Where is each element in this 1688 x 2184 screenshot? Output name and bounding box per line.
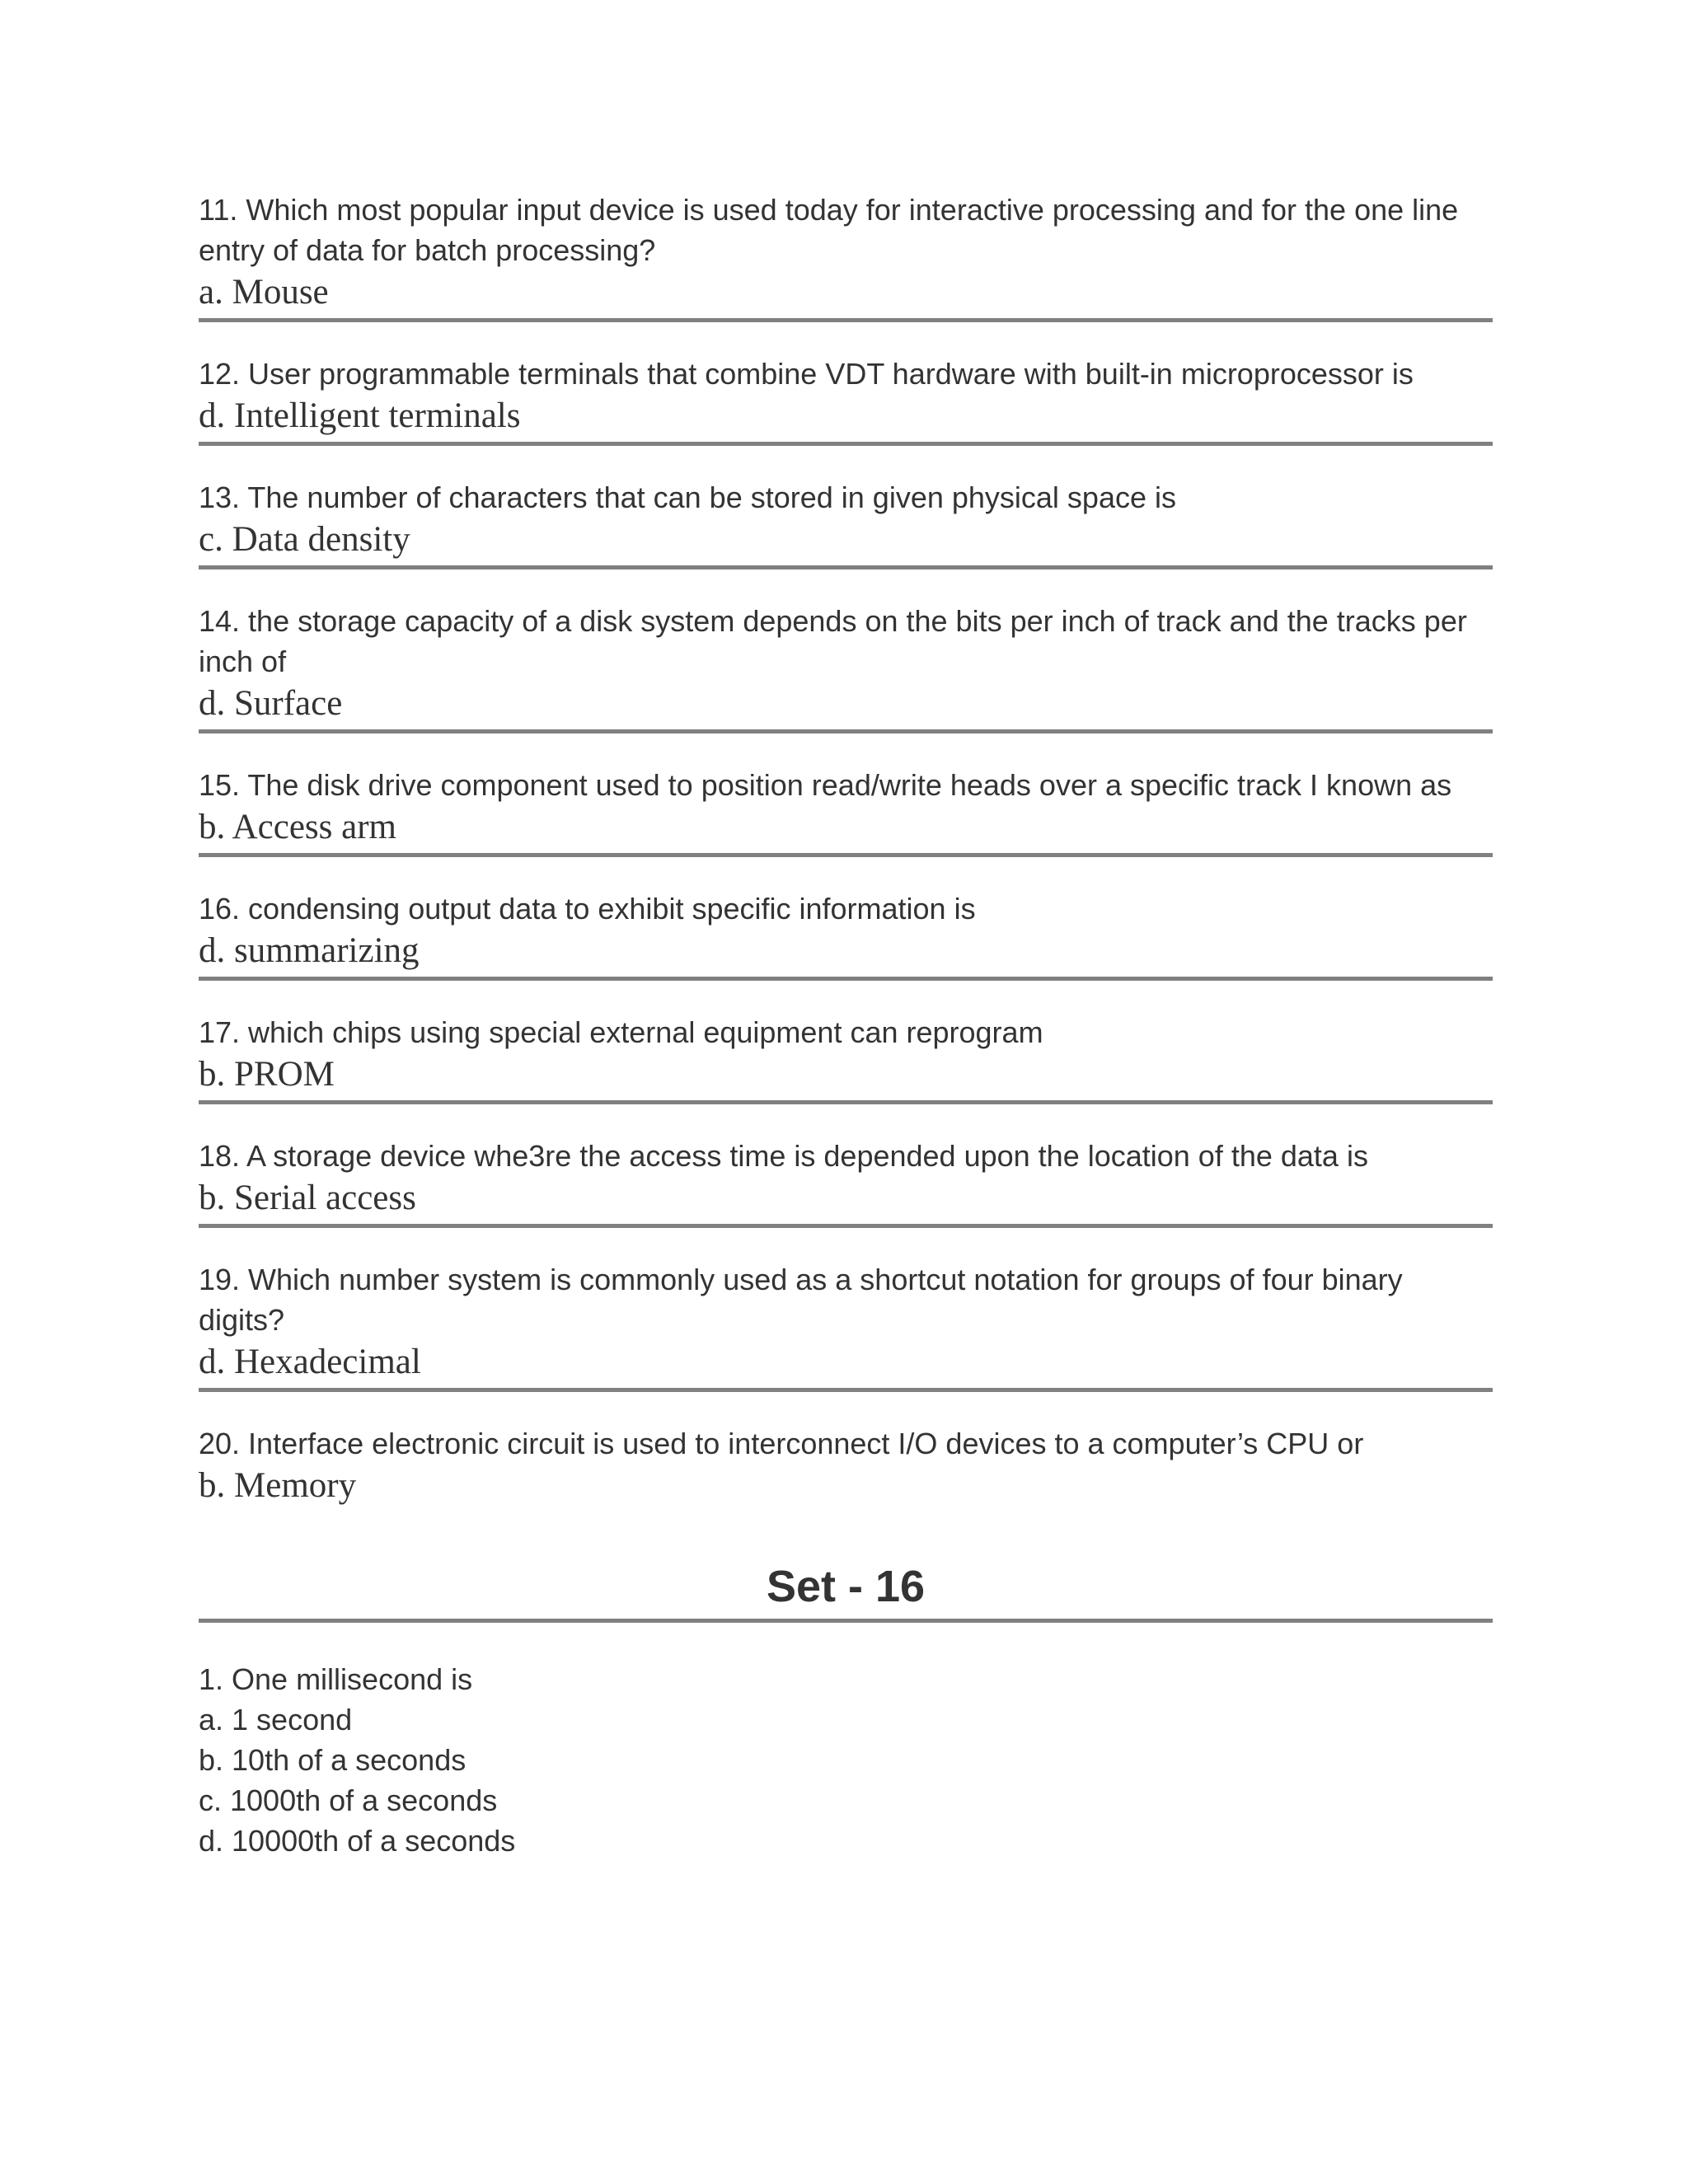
answer-text: b. PROM	[199, 1055, 335, 1094]
question-text: 19. Which number system is commonly used as a shortcut notation for groups of four binary digits?	[199, 1263, 1403, 1337]
answer-text: d. Hexadecimal	[199, 1343, 421, 1381]
question-text: 11. Which most popular input device is used today for interactive processing and for the one line entry of data for batch processing?	[199, 193, 1459, 267]
qa-item-14	[199, 601, 1493, 733]
answer-text: b. Access arm	[199, 808, 397, 846]
qa-item-20	[199, 1423, 1493, 1511]
answer-text: c. Data density	[199, 520, 410, 559]
qa-item-12	[199, 354, 1493, 446]
set-question-block	[199, 1659, 1493, 1861]
question-text: 13. The number of characters that can be stored in given physical space is	[199, 480, 1176, 514]
qa-item-13	[199, 477, 1493, 569]
set-heading: Set - 16	[199, 1558, 1493, 1623]
answer-text: b. Memory	[199, 1466, 357, 1505]
qa-item-18	[199, 1136, 1493, 1228]
question-text: 16. condensing output data to exhibit specific information is	[199, 892, 976, 926]
question-text: 18. A storage device whe3re the access time is depended upon the location of the data is	[199, 1139, 1368, 1173]
qa-item-11	[199, 190, 1493, 322]
qa-item-19	[199, 1259, 1493, 1392]
answer-text: d. summarizing	[199, 931, 420, 970]
option-a: a. 1 second	[199, 1703, 353, 1736]
option-c: c. 1000th of a seconds	[199, 1783, 498, 1817]
option-b: b. 10th of a seconds	[199, 1743, 467, 1777]
question-text: 12. User programmable terminals that combine VDT hardware with built-in microprocessor is	[199, 357, 1414, 391]
set-question-text: 1. One millisecond is	[199, 1662, 473, 1696]
option-d: d. 10000th of a seconds	[199, 1824, 516, 1858]
answer-text: b. Serial access	[199, 1179, 416, 1217]
answer-text: a. Mouse	[199, 273, 329, 312]
qa-item-17	[199, 1012, 1493, 1104]
qa-item-15	[199, 765, 1493, 857]
question-text: 15. The disk drive component used to position read/write heads over a specific track I known as	[199, 768, 1452, 802]
question-text: 14. the storage capacity of a disk system depends on the bits per inch of track and the tracks per inch of	[199, 604, 1467, 678]
qa-item-16	[199, 888, 1493, 981]
question-text: 20. Interface electronic circuit is used to interconnect I/O devices to a computer’s CPU or	[199, 1427, 1364, 1460]
document-page	[199, 190, 1493, 1861]
answer-text: d. Intelligent terminals	[199, 396, 521, 435]
question-text: 17. which chips using special external equipment can reprogram	[199, 1015, 1043, 1049]
answer-text: d. Surface	[199, 684, 343, 723]
